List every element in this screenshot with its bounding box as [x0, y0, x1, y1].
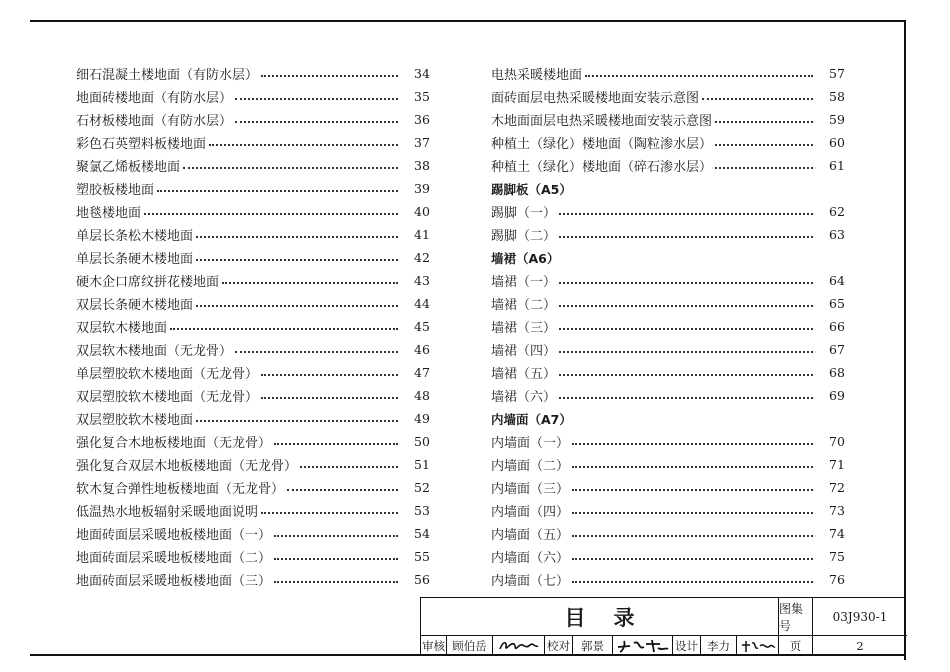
toc-entry	[491, 131, 851, 154]
dot-leader	[300, 466, 398, 468]
title-block	[420, 597, 906, 655]
dot-leader	[572, 535, 813, 537]
toc-entry	[76, 453, 436, 476]
toc-entry	[491, 384, 851, 407]
toc-entry-page: 54	[414, 526, 430, 541]
atlas-number: 03J930-1	[813, 598, 907, 636]
toc-section-heading	[491, 407, 851, 430]
review-label: 审核	[421, 636, 447, 656]
toc-entry-title: 双层塑胶软木楼地面	[76, 413, 194, 428]
frame-top-border	[30, 20, 906, 22]
dot-leader	[585, 75, 813, 77]
toc-entry-page: 71	[829, 457, 845, 472]
toc-entry-title: 木地面面层电热采暖楼地面安装示意图	[491, 114, 713, 129]
toc-entry-title: 内墙面（三）	[491, 482, 570, 497]
toc-entry	[491, 292, 851, 315]
toc-entry	[491, 269, 851, 292]
designer-signature	[737, 636, 779, 656]
toc-entry-page: 47	[414, 365, 430, 380]
dot-leader	[559, 305, 813, 307]
dot-leader	[572, 558, 813, 560]
toc-entry-title: 墙裙（六）	[491, 390, 557, 405]
toc-entry-title: 双层软木楼地面（无龙骨）	[76, 344, 233, 359]
dot-leader	[559, 351, 813, 353]
toc-entry-page: 53	[414, 503, 430, 518]
toc-entry	[491, 522, 851, 545]
toc-entry-page: 69	[829, 388, 845, 403]
toc-entry	[76, 246, 436, 269]
toc-entry-title: 墙裙（五）	[491, 367, 557, 382]
toc-entry	[491, 430, 851, 453]
dot-leader	[261, 512, 398, 514]
toc-entry-title: 地面砖面层采暖地板楼地面（一）	[76, 528, 272, 543]
toc-entry	[76, 62, 436, 85]
dot-leader	[196, 420, 398, 422]
signature-row	[421, 636, 907, 656]
dot-leader	[715, 167, 813, 169]
page-label: 页	[779, 636, 813, 656]
designer-name: 李力	[701, 636, 737, 656]
toc-entry-title: 地面砖面层采暖地板楼地面（二）	[76, 551, 272, 566]
toc-entry-title: 强化复合双层木地板楼地面（无龙骨）	[76, 459, 298, 474]
dot-leader	[715, 144, 813, 146]
dot-leader	[559, 236, 813, 238]
toc-entry	[491, 154, 851, 177]
dot-leader	[715, 121, 813, 123]
toc-entry-title: 内墙面（六）	[491, 551, 570, 566]
dot-leader	[222, 282, 398, 284]
toc-entry-page: 70	[829, 434, 845, 449]
toc-entry	[491, 476, 851, 499]
toc-entry-page: 42	[414, 250, 430, 265]
dot-leader	[196, 305, 398, 307]
toc-entry-title: 内墙面（七）	[491, 574, 570, 589]
dot-leader	[572, 581, 813, 583]
reviewer-name: 顾伯岳	[447, 636, 493, 656]
toc-entry-page: 64	[829, 273, 845, 288]
toc-entry-title: 彩色石英塑料板楼地面	[76, 137, 207, 152]
title-block-title: 目录	[421, 598, 779, 636]
toc-entry	[76, 430, 436, 453]
toc-entry-title: 电热采暖楼地面	[491, 68, 583, 83]
dot-leader	[559, 397, 813, 399]
checker-name: 郭景	[573, 636, 613, 656]
dot-leader	[274, 443, 398, 445]
toc-entry-title: 种植土（绿化）楼地面（碎石渗水层）	[491, 160, 713, 175]
toc-entry-title: 塑胶板楼地面	[76, 183, 155, 198]
dot-leader	[274, 535, 398, 537]
frame-right-border	[904, 20, 906, 660]
toc-entry-page: 48	[414, 388, 430, 403]
toc-entry-page: 36	[414, 112, 430, 127]
toc-entry-title: 聚氯乙烯板楼地面	[76, 160, 181, 175]
toc-entry-title: 内墙面（五）	[491, 528, 570, 543]
toc-entry	[76, 407, 436, 430]
dot-leader	[287, 489, 398, 491]
toc-entry-page: 50	[414, 434, 430, 449]
toc-entry	[491, 545, 851, 568]
toc-entry-title: 踢脚板（A5）	[491, 181, 572, 197]
toc-entry-page: 55	[414, 549, 430, 564]
toc-entry	[76, 315, 436, 338]
toc-entry-page: 38	[414, 158, 430, 173]
toc-entry-page: 56	[414, 572, 430, 587]
toc-entry-page: 41	[414, 227, 430, 242]
dot-leader	[559, 374, 813, 376]
toc-entry-page: 61	[829, 158, 845, 173]
toc-entry	[491, 499, 851, 522]
toc-entry	[76, 545, 436, 568]
toc-entry-page: 67	[829, 342, 845, 357]
toc-entry	[76, 154, 436, 177]
toc-entry	[76, 177, 436, 200]
dot-leader	[209, 144, 398, 146]
design-label: 设计	[673, 636, 701, 656]
checker-signature	[613, 636, 673, 656]
toc-entry	[76, 522, 436, 545]
toc-entry	[76, 568, 436, 591]
dot-leader	[559, 328, 813, 330]
dot-leader	[572, 489, 813, 491]
toc-entry-page: 46	[414, 342, 430, 357]
toc-section-heading	[491, 246, 851, 269]
toc-entry-title: 踢脚（一）	[491, 206, 557, 221]
toc-entry-title: 硬木企口席纹拼花楼地面	[76, 275, 220, 290]
toc-entry-title: 单层塑胶软木楼地面（无龙骨）	[76, 367, 259, 382]
dot-leader	[572, 512, 813, 514]
toc-entry-page: 35	[414, 89, 430, 104]
toc-entry	[76, 223, 436, 246]
toc-entry	[76, 338, 436, 361]
toc-entry-title: 面砖面层电热采暖楼地面安装示意图	[491, 91, 700, 106]
toc-entry	[76, 131, 436, 154]
toc-entry	[76, 292, 436, 315]
toc-entry	[491, 568, 851, 591]
toc-entry-title: 墙裙（四）	[491, 344, 557, 359]
toc-entry-title: 墙裙（一）	[491, 275, 557, 290]
toc-entry	[76, 499, 436, 522]
toc-entry-title: 内墙面（二）	[491, 459, 570, 474]
toc-entry-title: 内墙面（四）	[491, 505, 570, 520]
dot-leader	[261, 397, 398, 399]
dot-leader	[261, 374, 398, 376]
toc-entry-title: 强化复合木地板楼地面（无龙骨）	[76, 436, 272, 451]
toc-entry-title: 内墙面（A7）	[491, 411, 572, 427]
toc-entry-title: 内墙面（一）	[491, 436, 570, 451]
toc-entry	[491, 200, 851, 223]
toc-right-column	[491, 62, 851, 591]
toc-entry	[491, 338, 851, 361]
toc-entry-page: 62	[829, 204, 845, 219]
dot-leader	[274, 581, 398, 583]
toc-entry-title: 墙裙（A6）	[491, 250, 560, 266]
toc-entry-page: 52	[414, 480, 430, 495]
toc-entry-page: 66	[829, 319, 845, 334]
toc-entry	[491, 62, 851, 85]
dot-leader	[235, 121, 398, 123]
dot-leader	[274, 558, 398, 560]
toc-entry-title: 种植土（绿化）楼地面（陶粒渗水层）	[491, 137, 713, 152]
toc-entry-page: 76	[829, 572, 845, 587]
toc-entry	[76, 384, 436, 407]
toc-entry-page: 58	[829, 89, 845, 104]
toc-entry	[76, 200, 436, 223]
toc-entry	[491, 223, 851, 246]
toc-entry-title: 细石混凝土楼地面（有防水层）	[76, 68, 259, 83]
toc-entry-page: 49	[414, 411, 430, 426]
toc-entry-page: 40	[414, 204, 430, 219]
toc-entry-title: 地面砖楼地面（有防水层）	[76, 91, 233, 106]
toc-entry	[76, 108, 436, 131]
toc-entry-title: 双层软木楼地面	[76, 321, 168, 336]
reviewer-signature	[493, 636, 545, 656]
dot-leader	[183, 167, 398, 169]
check-label: 校对	[545, 636, 573, 656]
toc-entry-title: 单层长条松木楼地面	[76, 229, 194, 244]
dot-leader	[559, 213, 813, 215]
toc-entry	[491, 453, 851, 476]
dot-leader	[196, 236, 398, 238]
toc-entry-page: 57	[829, 66, 845, 81]
toc-entry-title: 墙裙（三）	[491, 321, 557, 336]
toc-entry	[76, 269, 436, 292]
toc-entry-title: 双层长条硬木楼地面	[76, 298, 194, 313]
dot-leader	[235, 351, 398, 353]
toc-entry-title: 地毯楼地面	[76, 206, 142, 221]
toc-entry-page: 44	[414, 296, 430, 311]
dot-leader	[572, 466, 813, 468]
dot-leader	[144, 213, 398, 215]
dot-leader	[559, 282, 813, 284]
toc-entry-title: 踢脚（二）	[491, 229, 557, 244]
toc-entry-page: 68	[829, 365, 845, 380]
toc-entry-page: 43	[414, 273, 430, 288]
dot-leader	[572, 443, 813, 445]
toc-entry-page: 65	[829, 296, 845, 311]
toc-entry-page: 73	[829, 503, 845, 518]
toc-entry-title: 单层长条硬木楼地面	[76, 252, 194, 267]
toc-entry-page: 45	[414, 319, 430, 334]
toc-entry-title: 石材板楼地面（有防水层）	[76, 114, 233, 129]
dot-leader	[157, 190, 398, 192]
dot-leader	[235, 98, 398, 100]
toc-entry	[491, 85, 851, 108]
toc-entry-title: 软木复合弹性地板楼地面（无龙骨）	[76, 482, 285, 497]
toc-left-column	[76, 62, 436, 591]
toc-entry-page: 74	[829, 526, 845, 541]
toc-entry-page: 63	[829, 227, 845, 242]
toc-entry	[491, 108, 851, 131]
toc-entry-page: 34	[414, 66, 430, 81]
toc-entry-page: 51	[414, 457, 430, 472]
atlas-number-label: 图集号	[779, 598, 813, 636]
toc-entry	[491, 361, 851, 384]
dot-leader	[170, 328, 398, 330]
toc-entry-title: 双层塑胶软木楼地面（无龙骨）	[76, 390, 259, 405]
dot-leader	[196, 259, 398, 261]
toc-entry	[76, 476, 436, 499]
toc-entry	[76, 85, 436, 108]
toc-entry-title: 低温热水地板辐射采暖地面说明	[76, 505, 259, 520]
toc-entry-page: 59	[829, 112, 845, 127]
toc-entry-page: 60	[829, 135, 845, 150]
toc-entry-title: 墙裙（二）	[491, 298, 557, 313]
page-number: 2	[856, 639, 864, 653]
dot-leader	[261, 75, 398, 77]
toc-entry-page: 37	[414, 135, 430, 150]
toc-entry	[76, 361, 436, 384]
toc-entry-page: 72	[829, 480, 845, 495]
toc-section-heading	[491, 177, 851, 200]
toc-entry-page: 39	[414, 181, 430, 196]
dot-leader	[702, 98, 813, 100]
toc-entry	[491, 315, 851, 338]
toc-entry-title: 地面砖面层采暖地板楼地面（三）	[76, 574, 272, 589]
toc-entry-page: 75	[829, 549, 845, 564]
